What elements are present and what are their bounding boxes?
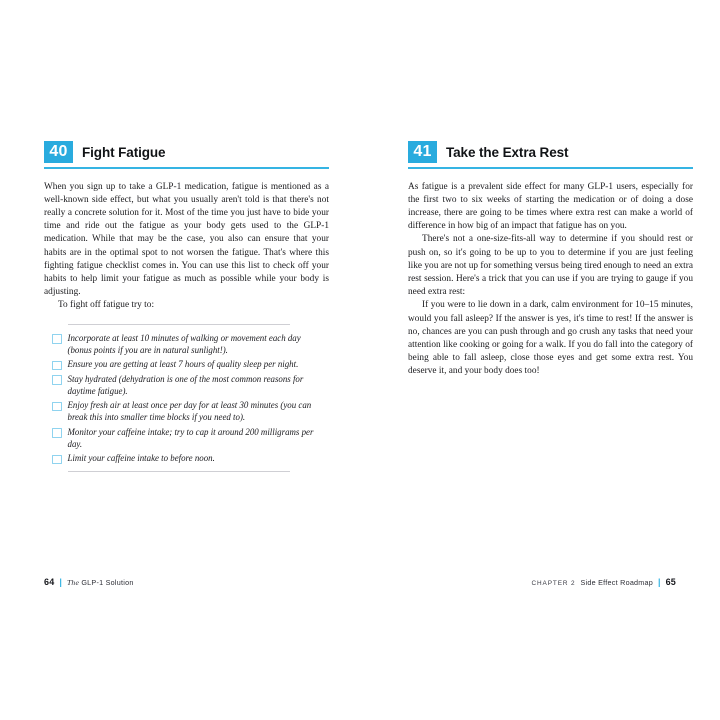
list-item-label: Enjoy fresh air at least once per day for at least 30 minutes (you can break this into smaller time blocks if you need to). <box>67 400 312 423</box>
checkbox-icon[interactable] <box>52 428 62 438</box>
left-page-heading <box>44 140 329 163</box>
right-page-body <box>408 181 693 379</box>
page-number: 65 <box>665 577 676 587</box>
chapter-title: Side Effect Roadmap <box>580 578 654 587</box>
list-item[interactable] <box>52 426 324 451</box>
paragraph: To fight off fatigue try to: <box>58 300 155 311</box>
checkbox-icon[interactable] <box>52 402 62 412</box>
list-item[interactable] <box>52 332 324 357</box>
paragraph: If you were to lie down in a dark, calm environment for 10–15 minutes, would you fall asleep? If the answer is yes, it's time to rest! If the answer is no, chances are you can push through and go crush any tasks that need your attention like cooking or going for a walk. If you do fall into the category of being able to fall asleep, close those eyes and get some extra rest. You deserve it, and your body does too! <box>408 300 693 377</box>
list-item[interactable] <box>52 373 324 398</box>
checklist-bottom-rule <box>68 471 290 472</box>
entry-number-badge: 41 <box>408 141 437 163</box>
list-item-label: Ensure you are getting at least 7 hours of quality sleep per night. <box>67 359 299 370</box>
book-title-main: GLP-1 Solution <box>81 578 134 587</box>
right-page <box>408 140 693 379</box>
list-item-label: Stay hydrated (dehydration is one of the most common reasons for daytime fatigue). <box>67 373 304 396</box>
paragraph: There's not a one-size-fits-all way to determine if you should rest or push on, so it's going to be up to you to determine if you are just feeling like you are not up for something versus being tired enough to need an extra rest session. Here's a trick that you can use if you are trying to gauge if you need extra rest: <box>408 234 693 298</box>
list-item[interactable] <box>52 399 324 424</box>
heading-underline-rule <box>44 167 329 169</box>
book-title <box>67 578 134 587</box>
checkbox-icon[interactable] <box>52 361 62 371</box>
paragraph: When you sign up to take a GLP-1 medication, fatigue is mentioned as a well-known side effect, but what you usually aren't told is that there's not really a concrete solution for it. Most of the time you just have to bide your time and ride out the fatigue as your body gets used to the GLP-1 medication. While that may be the case, you also can ensure that your habits are in the optimal spot to not worsen the fatigue. That's where this fighting fatigue checklist comes in. You can use this list to check off your habits to help limit your fatigue as much as possible while your body is adjusting. <box>44 181 329 298</box>
list-item[interactable] <box>52 358 324 370</box>
chapter-label: CHAPTER 2 <box>531 580 576 587</box>
footer-separator: | <box>658 577 661 587</box>
book-title-article: The <box>66 578 80 587</box>
left-page <box>44 140 329 472</box>
list-item-label: Monitor your caffeine intake; try to cap it around 200 milligrams per day. <box>67 426 314 449</box>
checkbox-icon[interactable] <box>52 375 62 385</box>
entry-title: Fight Fatigue <box>82 145 166 160</box>
paragraph: As fatigue is a prevalent side effect for many GLP-1 users, especially for the first two to six weeks of starting the medication or of doing a dose increase, there are going to be times where extra rest can make a world of difference in how big of an impact that fatigue has on you. <box>408 181 693 232</box>
footer-separator: | <box>59 577 62 587</box>
checkbox-icon[interactable] <box>52 455 62 465</box>
left-page-body <box>44 181 329 313</box>
entry-number-badge: 40 <box>44 141 73 163</box>
left-page-footer <box>44 577 134 587</box>
entry-title: Take the Extra Rest <box>446 145 569 160</box>
right-page-heading <box>408 140 693 163</box>
checklist-items <box>52 325 324 465</box>
fatigue-checklist <box>52 324 324 472</box>
list-item-label: Limit your caffeine intake to before noon. <box>67 453 215 464</box>
page-number: 64 <box>44 577 55 587</box>
list-item[interactable] <box>52 452 324 464</box>
right-page-footer <box>532 577 676 587</box>
heading-underline-rule <box>408 167 693 169</box>
checkbox-icon[interactable] <box>52 334 62 344</box>
list-item-label: Incorporate at least 10 minutes of walking or movement each day (bonus points if you are in natural sunlight!). <box>67 332 301 355</box>
